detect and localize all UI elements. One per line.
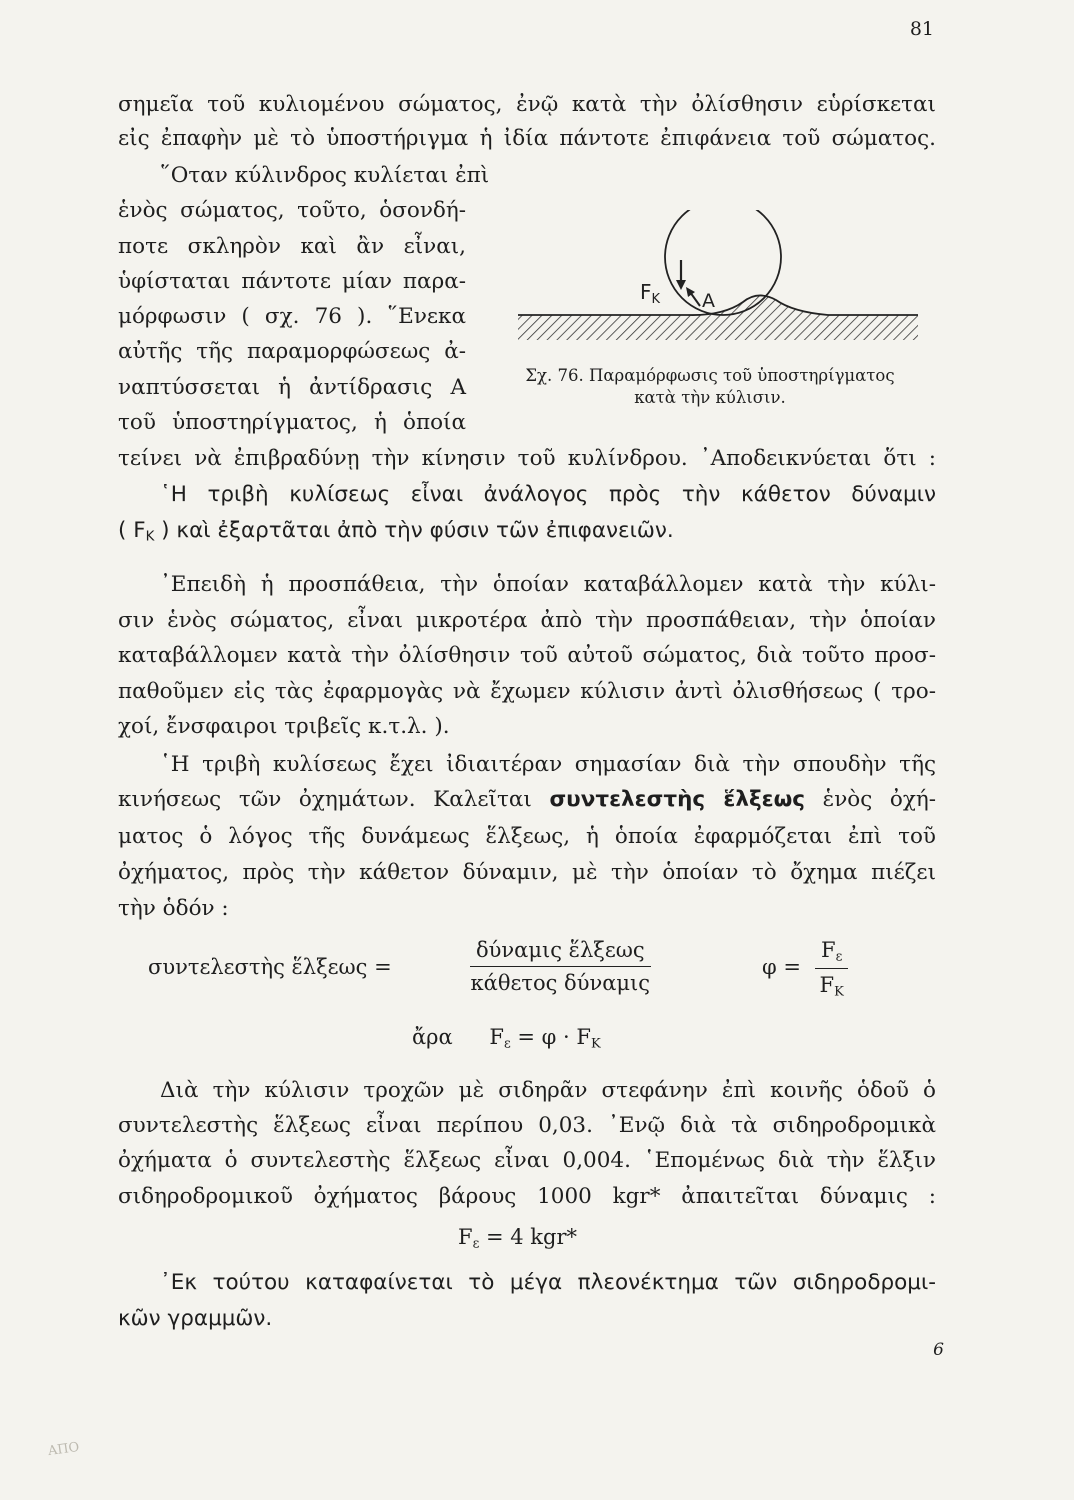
text-line: σιδηροδρομικοῦ ὀχήματος βάρους 1000 kgr* ἀπαιτεῖται δύναμις : bbox=[118, 1184, 936, 1209]
text-line: σημεῖα τοῦ κυλιομένου σώματος, ἐνῷ κατὰ τὴν ὀλίσθησιν εὑρίσκεται bbox=[118, 92, 936, 117]
library-stamp: ΑΠΟ bbox=[47, 1439, 81, 1460]
ground-surface bbox=[518, 295, 918, 340]
text-line: ποτε σκληρὸν καὶ ἂν εἶναι, bbox=[118, 234, 466, 259]
fraction-denominator: κάθετος δύναμις bbox=[470, 971, 651, 995]
text-line: ᾿Εκ τούτου καταφαίνεται τὸ μέγα πλεονέκτημα τῶν σιδηροδρομι- bbox=[160, 1270, 936, 1295]
text-line: ᾿Επειδὴ ἡ προσπάθεια, τὴν ὁποίαν καταβάλλομεν κατὰ τὴν κύλι- bbox=[160, 572, 936, 597]
text-line: ὀχήματος, πρὸς τὴν κάθετον δύναμιν, μὲ τὴν ὁποίαν τὸ ὄχημα πιέζει bbox=[118, 860, 936, 885]
text-line: κῶν γραμμῶν. bbox=[118, 1306, 273, 1331]
text-line: σιν ἑνὸς σώματος, εἶναι μικροτέρα ἀπὸ τὴν προσπάθειαν, τὴν ὁποίαν bbox=[118, 608, 936, 633]
formula-2-rhs: = φ · F bbox=[510, 1025, 591, 1049]
text-line bbox=[118, 789, 936, 811]
text-run: κινήσεως τῶν ὀχημάτων. Καλεῖται bbox=[118, 787, 550, 812]
text-line: Διὰ τὴν κύλισιν τροχῶν μὲ σιδηρᾶν στεφάνην ἐπὶ κοινῆς ὁδοῦ ὁ bbox=[160, 1078, 936, 1103]
formula-fraction bbox=[470, 938, 651, 995]
caption-line: Σχ. 76. Παραμόρφωσις τοῦ ὑποστηρίγματος bbox=[525, 366, 895, 385]
text-line: ναπτύσσεται ἡ ἀντίδρασις Α bbox=[118, 375, 466, 400]
formula-2-prefix: ἄρα bbox=[412, 1025, 453, 1049]
text-line: τὴν ὁδόν : bbox=[118, 896, 229, 921]
text-line: ῾Η τριβὴ κυλίσεως ἔχει ἰδιαιτέραν σημασίαν διὰ τὴν σπουδὴν τῆς bbox=[160, 752, 936, 777]
text-line: παθοῦμεν εἰς τὰς ἐφαρμογὰς νὰ ἔχωμεν κύλισιν ἀντὶ ὀλισθήσεως ( τρο- bbox=[118, 679, 936, 704]
cylinder bbox=[665, 210, 781, 315]
text-line: συντελεστὴς ἕλξεως εἶναι περίπου 0,03. ᾿Ενῷ διὰ τὰ σιδηροδρομικὰ bbox=[118, 1113, 936, 1138]
f-den-sub: K bbox=[834, 984, 844, 1000]
law-line bbox=[118, 520, 674, 544]
text-line: μόρφωσιν ( σχ. 76 ). ῞Ενεκα bbox=[118, 304, 466, 329]
text-line: τοῦ ὑποστηρίγματος, ἡ ὁποία bbox=[118, 410, 466, 435]
figure-caption bbox=[480, 365, 940, 410]
text-line: εἰς ἐπαφὴν μὲ τὸ ὑποστήριγμα ἡ ἰδία πάντοτε ἐπιφάνεια τοῦ σώματος. bbox=[118, 126, 936, 151]
law-f: ( F bbox=[118, 518, 146, 543]
text-line: ἑνὸς σώματος, τοῦτο, ὁσονδή- bbox=[118, 198, 466, 223]
text-line: ὑφίσταται πάντοτε μίαν παρα- bbox=[118, 269, 466, 294]
formula-3-lhs-sub: ε bbox=[472, 1236, 480, 1252]
law-line: ῾Η τριβὴ κυλίσεως εἶναι ἀνάλογος πρὸς τὴν κάθετον δύναμιν bbox=[160, 482, 936, 507]
text-line: ῞Οταν κύλινδρος κυλίεται ἐπὶ bbox=[160, 163, 490, 188]
formula-lhs: συντελεστὴς ἕλξεως = bbox=[148, 955, 392, 979]
caption-line: κατὰ τὴν κύλισιν. bbox=[634, 388, 786, 408]
fraction-numerator: δύναμις ἕλξεως bbox=[470, 938, 651, 967]
figure-rolling-cylinder bbox=[518, 210, 918, 355]
force-label-sub: K bbox=[651, 292, 661, 307]
formula-3 bbox=[458, 1225, 577, 1251]
formula-fraction-f bbox=[815, 938, 848, 1000]
text-line: ὀχήματα ὁ συντελεστὴς ἕλξεως εἶναι 0,004. ῾Επομένως διὰ τὴν ἕλξιν bbox=[118, 1148, 936, 1173]
formula-2-lhs: F bbox=[489, 1025, 504, 1049]
f-num: F bbox=[821, 938, 836, 962]
fraction-f-denominator bbox=[815, 969, 848, 999]
formula-2 bbox=[412, 1025, 601, 1051]
formula-3-lhs: F bbox=[458, 1225, 473, 1249]
text-run: ἑνὸς ὀχή- bbox=[805, 787, 936, 812]
text-line: χοί, ἔνσφαιροι τριβεῖς κ.τ.λ. ). bbox=[118, 714, 450, 739]
normal-force-arrow bbox=[676, 260, 686, 290]
text-line: καταβάλλομεν κατὰ τὴν ὀλίσθησιν τοῦ αὐτοῦ σώματος, διὰ τοῦτο προσ- bbox=[118, 643, 936, 668]
text-line: αὐτῆς τῆς παραμορφώσεως ἀ- bbox=[118, 339, 466, 364]
formula-3-rhs: = 4 kgr* bbox=[479, 1225, 578, 1249]
text-line: τείνει νὰ ἐπιβραδύνῃ τὴν κίνησιν τοῦ κυλίνδρου. ᾿Αποδεικνύεται ὅτι : bbox=[118, 446, 936, 471]
reaction-label: A bbox=[702, 290, 715, 312]
formula-2-lhs-sub: ε bbox=[503, 1036, 511, 1052]
f-num-sub: ε bbox=[835, 949, 843, 965]
text-line: ματος ὁ λόγος τῆς δυνάμεως ἕλξεως, ἡ ὁποία ἐφαρμόζεται ἐπὶ τοῦ bbox=[118, 824, 936, 849]
formula-phi: φ = bbox=[762, 955, 801, 979]
page-number: 81 bbox=[909, 18, 934, 40]
fraction-f-numerator bbox=[815, 938, 848, 969]
f-den: F bbox=[819, 973, 835, 998]
sheet-mark: 6 bbox=[933, 1340, 944, 1360]
force-label: $F_K$ bbox=[640, 280, 661, 307]
term-bold: συντελεστὴς ἕλξεως bbox=[549, 787, 806, 812]
law-rest: ) καὶ ἐξαρτᾶται ἀπὸ τὴν φύσιν τῶν ἐπιφανειῶν. bbox=[154, 518, 674, 543]
law-f-sub: K bbox=[145, 529, 155, 545]
formula-2-rhs-sub: K bbox=[590, 1036, 601, 1052]
